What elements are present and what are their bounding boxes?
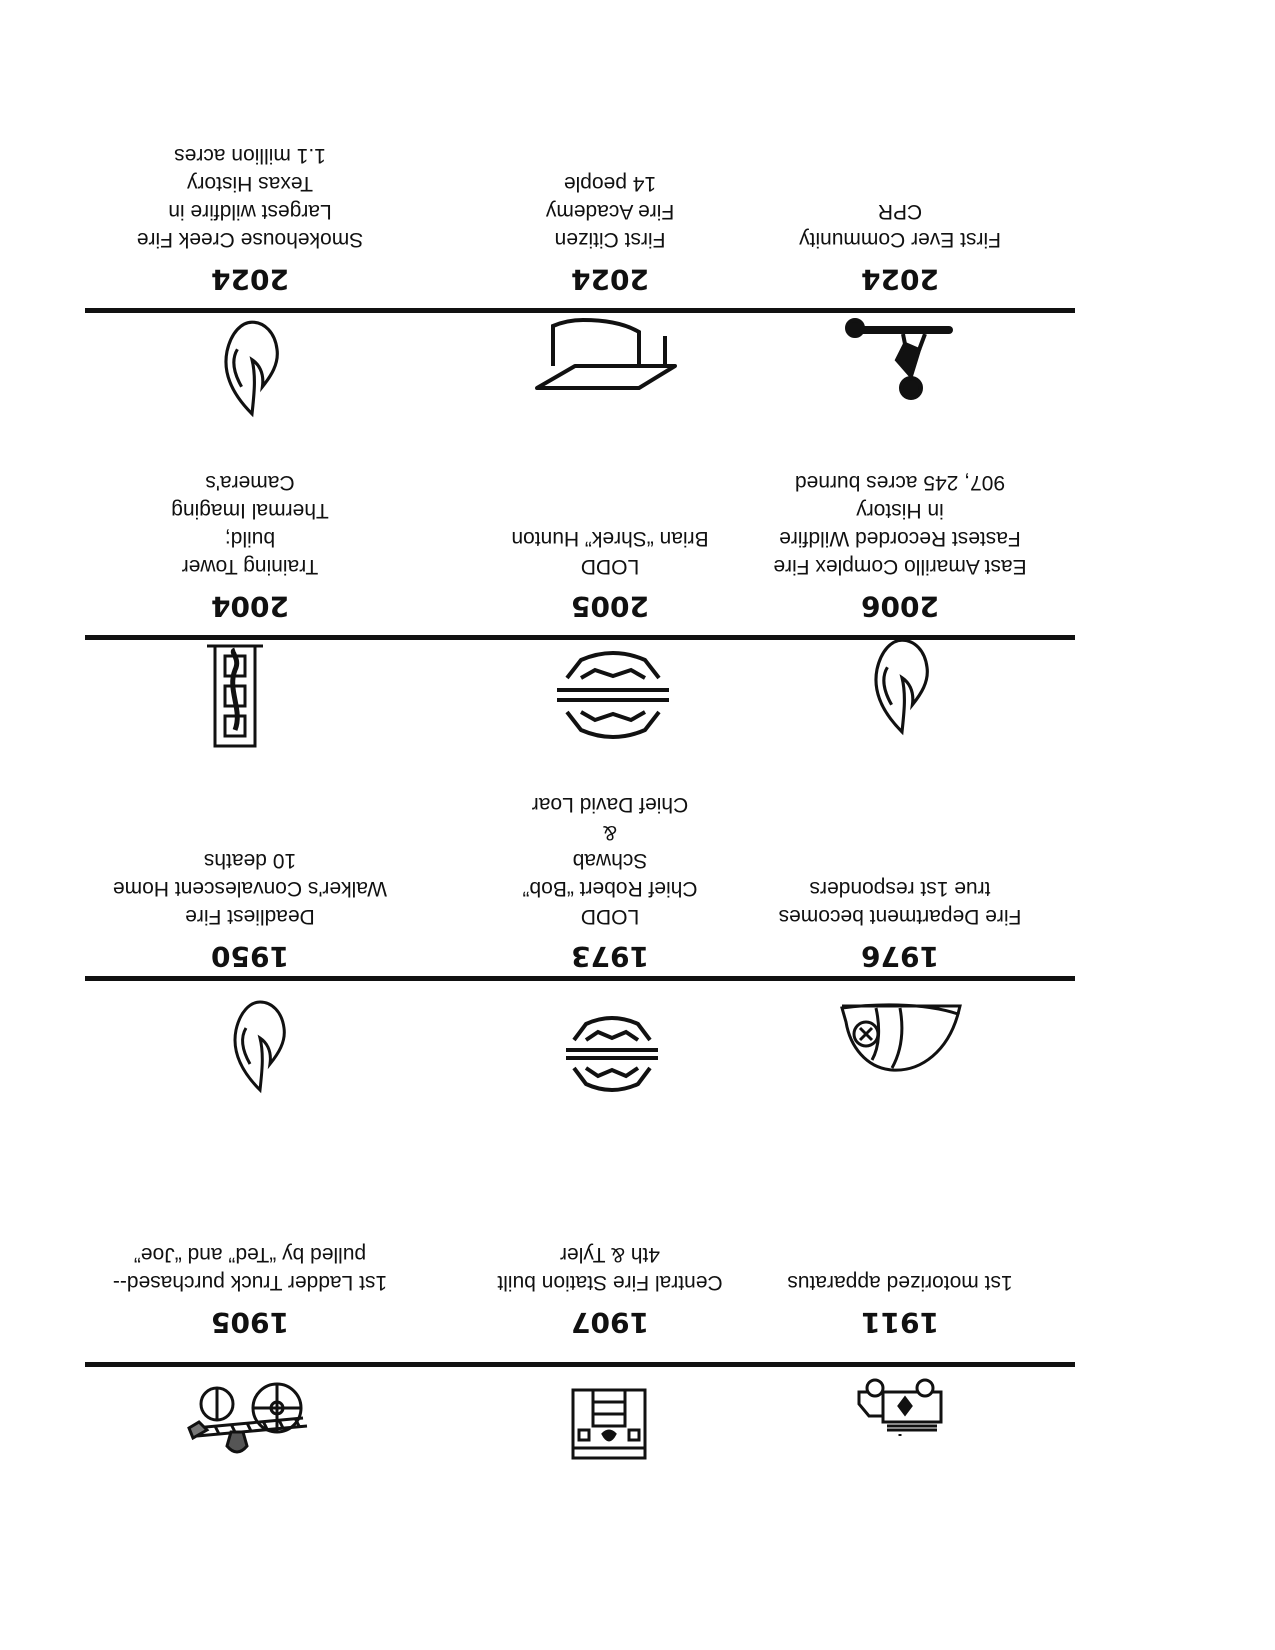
maltese-cross-badge-icon bbox=[553, 648, 673, 742]
entry-description bbox=[85, 141, 415, 253]
entry-description bbox=[735, 468, 1065, 580]
flame-icon bbox=[230, 998, 290, 1094]
entry-year: 1911 bbox=[861, 1306, 939, 1339]
entry-description bbox=[445, 524, 775, 580]
description-line: LODD bbox=[580, 905, 640, 928]
description-line: & bbox=[603, 821, 618, 844]
entry-year: 1907 bbox=[571, 1306, 649, 1339]
entry-description bbox=[445, 169, 775, 253]
description-line: Thermal Imaging bbox=[171, 499, 329, 522]
firefighter-helmet-icon bbox=[838, 996, 962, 1080]
timeline-entry bbox=[445, 524, 775, 622]
entry-description bbox=[85, 468, 415, 580]
flame-icon bbox=[869, 636, 935, 736]
timeline-entry bbox=[85, 141, 415, 295]
entry-description bbox=[735, 1268, 1065, 1296]
description-line: 1.1 million acres bbox=[174, 144, 326, 167]
entry-year: 1950 bbox=[211, 940, 289, 973]
description-line: 907, 245 acres burned bbox=[794, 471, 1006, 494]
description-line: pulled by “Ted” and “Joe” bbox=[133, 1243, 367, 1266]
description-line: Brian “Shrek” Hunton bbox=[511, 527, 709, 550]
timeline-entry bbox=[735, 1268, 1065, 1338]
description-line: Chief Robert “Bob” bbox=[522, 877, 698, 900]
timeline-rule bbox=[85, 976, 1075, 981]
description-line: LODD bbox=[580, 555, 640, 578]
description-line: Chief David Loar bbox=[531, 793, 689, 816]
entry-description bbox=[85, 1240, 415, 1296]
entry-year: 2004 bbox=[211, 590, 289, 623]
timeline-entry bbox=[445, 169, 775, 295]
entry-year: 2024 bbox=[861, 263, 939, 296]
entry-description bbox=[445, 1240, 775, 1296]
entry-description bbox=[735, 197, 1065, 253]
description-line: Fire Academy bbox=[545, 200, 675, 223]
description-line: Camera's bbox=[205, 471, 295, 494]
description-line: build; bbox=[224, 527, 276, 550]
entry-year: 2024 bbox=[571, 263, 649, 296]
timeline-entry bbox=[445, 790, 775, 972]
horse-drawn-ladder-wagon-icon bbox=[187, 1376, 317, 1466]
timeline-rule bbox=[85, 1362, 1075, 1367]
description-line: 1st Ladder Truck purchased-- bbox=[112, 1271, 388, 1294]
description-line: Smokehouse Creek Fire bbox=[136, 228, 364, 251]
entry-year: 2005 bbox=[571, 590, 649, 623]
description-line: Largest wildfire in bbox=[168, 200, 332, 223]
graduation-cap-icon bbox=[533, 314, 679, 394]
description-line: in History bbox=[856, 499, 944, 522]
timeline-entry bbox=[735, 197, 1065, 295]
description-line: Deadliest Fire bbox=[185, 905, 315, 928]
entry-description bbox=[445, 790, 775, 930]
description-line: 4th & Tyler bbox=[560, 1243, 660, 1266]
description-line: Fire Department becomes bbox=[778, 905, 1022, 928]
entry-description bbox=[85, 846, 415, 930]
entry-year: 1976 bbox=[861, 940, 939, 973]
description-line: Texas History bbox=[186, 172, 314, 195]
entry-year: 1973 bbox=[571, 940, 649, 973]
fire-station-icon bbox=[569, 1386, 649, 1462]
entry-year: 1905 bbox=[211, 1306, 289, 1339]
description-line: East Amarillo Complex Fire bbox=[773, 555, 1027, 578]
entry-description bbox=[735, 874, 1065, 930]
description-line: First Ever Community bbox=[799, 228, 1001, 251]
description-line: Fastest Recorded Wildfire bbox=[779, 527, 1021, 550]
description-line: 10 deaths bbox=[203, 849, 297, 872]
description-line: CPR bbox=[877, 200, 923, 223]
entry-year: 2006 bbox=[861, 590, 939, 623]
flame-icon bbox=[219, 318, 285, 418]
training-tower-icon bbox=[205, 642, 265, 750]
timeline-entry bbox=[735, 874, 1065, 972]
description-line: 1st motorized apparatus bbox=[787, 1271, 1013, 1294]
description-line: Walker's Convalescent Home bbox=[113, 877, 387, 900]
entry-year: 2024 bbox=[211, 263, 289, 296]
fire-truck-icon bbox=[855, 1376, 945, 1436]
description-line: First Citizen bbox=[554, 228, 666, 251]
description-line: true 1st responders bbox=[809, 877, 991, 900]
timeline-entry bbox=[85, 468, 415, 622]
timeline-entry bbox=[735, 468, 1065, 622]
description-line: 14 people bbox=[563, 172, 657, 195]
timeline-entry bbox=[85, 846, 415, 972]
description-line: Central Fire Station built bbox=[497, 1271, 723, 1294]
timeline-entry bbox=[445, 1240, 775, 1338]
description-line: Training Tower bbox=[181, 555, 319, 578]
maltese-cross-badge-icon bbox=[562, 1014, 662, 1094]
timeline-entry bbox=[85, 1240, 415, 1338]
cpr-person-icon bbox=[845, 310, 955, 400]
description-line: Schwab bbox=[572, 849, 648, 872]
